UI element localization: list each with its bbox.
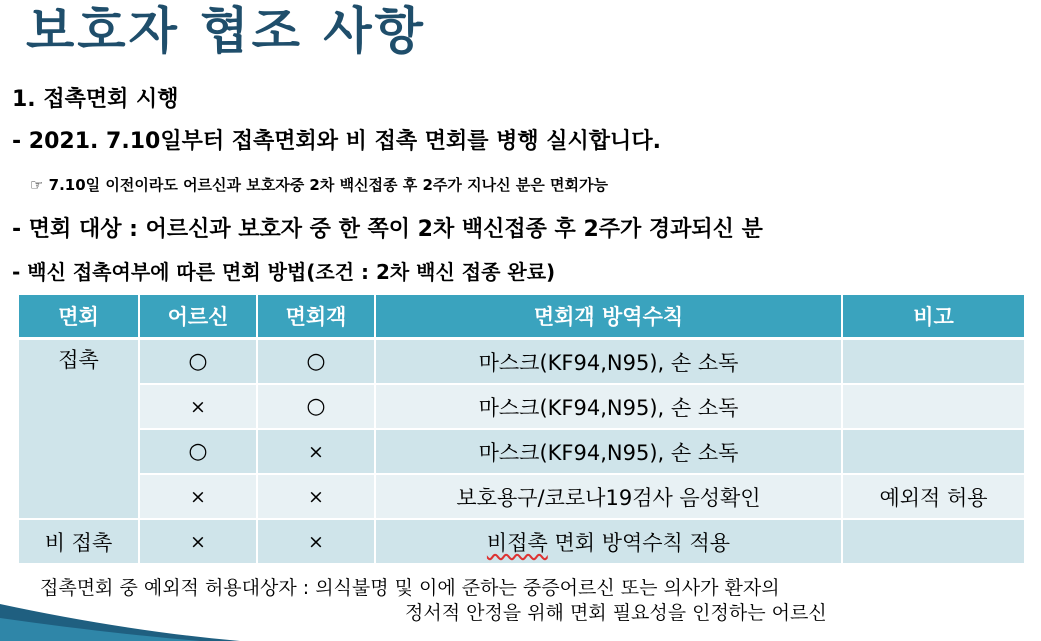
header-visitor: 면회객	[257, 295, 375, 339]
visitor-vaccinated-cell: ×	[257, 519, 375, 564]
table-row	[19, 384, 1025, 429]
table-row	[19, 339, 1025, 385]
visitor-vaccinated-cell: ○	[257, 384, 375, 429]
exception-note-line1: 접촉면회 중 예외적 허용대상자 : 의식불명 및 이에 준하는 중증어르신 또는 의사가 환자의	[40, 577, 780, 599]
visitor-vaccinated-cell: ×	[257, 474, 375, 519]
header-visit-type: 면회	[19, 295, 139, 339]
header-rules: 면회객 방역수칙	[375, 295, 842, 339]
visitor-vaccinated-cell: ×	[257, 429, 375, 474]
header-elder: 어르신	[139, 295, 257, 339]
remark-cell	[842, 339, 1025, 385]
remark-cell	[842, 384, 1025, 429]
section-heading: 1. 접촉면회 시행	[12, 87, 179, 112]
exception-note-line2: 정서적 안정을 위해 면회 필요성을 인정하는 어르신	[405, 602, 827, 624]
bullet-method: - 백신 접촉여부에 따른 면회 방법(조건 : 2차 백신 접종 완료)	[12, 260, 556, 284]
visitor-vaccinated-cell: ○	[257, 339, 375, 385]
rule-cell: 마스크(KF94,N95), 손 소독	[375, 339, 842, 385]
group-contact: 접촉	[19, 339, 139, 520]
remark-cell: 예외적 허용	[842, 474, 1025, 519]
corner-decoration	[0, 596, 240, 641]
bullet-eligibility: - 면회 대상 : 어르신과 보호자 중 한 쪽이 2차 백신접종 후 2주가 경과되신 분	[12, 217, 763, 242]
table-row	[19, 519, 1025, 564]
rule-cell: 마스크(KF94,N95), 손 소독	[375, 384, 842, 429]
elder-vaccinated-cell: ×	[139, 519, 257, 564]
elder-vaccinated-cell: ×	[139, 384, 257, 429]
remark-cell	[842, 429, 1025, 474]
visit-method-table	[19, 295, 1026, 565]
header-remarks: 비고	[842, 295, 1025, 339]
sub-note: ☞ 7.10일 이전이라도 어르신과 보호자중 2차 백신접종 후 2주가 지나신 분은 면회가능	[30, 176, 608, 194]
elder-vaccinated-cell: ×	[139, 474, 257, 519]
bullet-start-date: - 2021. 7.10일부터 접촉면회와 비 접촉 면회를 병행 실시합니다.	[12, 129, 661, 154]
rule-cell: 마스크(KF94,N95), 손 소독	[375, 429, 842, 474]
rule-rest: 면회 방역수칙 적용	[547, 530, 731, 555]
table-row	[19, 429, 1025, 474]
elder-vaccinated-cell: ○	[139, 339, 257, 385]
elder-vaccinated-cell: ○	[139, 429, 257, 474]
group-noncontact: 비 접촉	[19, 519, 139, 564]
rule-keyword: 비접촉	[486, 530, 548, 555]
page-title: 보호자 협조 사항	[26, 2, 426, 60]
table-header-row	[19, 295, 1025, 339]
table-row	[19, 474, 1025, 519]
rule-cell	[375, 519, 842, 564]
rule-cell: 보호용구/코로나19검사 음성확인	[375, 474, 842, 519]
remark-cell	[842, 519, 1025, 564]
